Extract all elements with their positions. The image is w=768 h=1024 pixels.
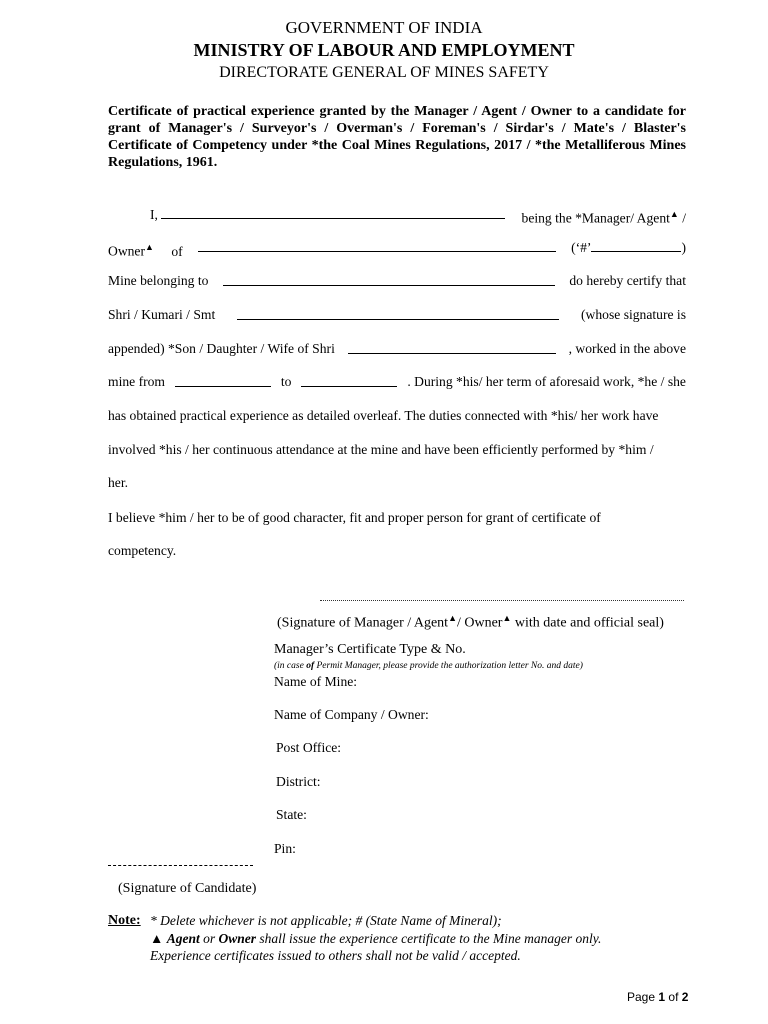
header-government: GOVERNMENT OF INDIA xyxy=(285,18,483,37)
manager-certificate-label: Manager’s Certificate Type & No. xyxy=(274,642,466,657)
manager-signature-caption xyxy=(277,613,664,632)
note-label: Note: xyxy=(108,913,141,928)
to-date-blank xyxy=(301,373,397,387)
sig-part-a: (Signature of Manager / Agent xyxy=(277,615,449,631)
text-certify: do hereby certify that xyxy=(569,273,686,288)
from-date-blank xyxy=(175,373,271,387)
text-owner: Owner xyxy=(108,243,145,259)
candidate-signature-line xyxy=(108,865,253,866)
text-whose-signature: (whose signature is xyxy=(581,307,686,322)
text-worked: , worked in the above xyxy=(568,341,686,356)
field-state: State: xyxy=(276,807,307,822)
text-shri: Shri / Kumari / Smt xyxy=(108,307,216,322)
mineral-blank xyxy=(591,238,681,252)
note-line-3: Experience certificates issued to others shall not be valid / accepted. xyxy=(150,948,521,963)
owner-blank xyxy=(223,272,555,286)
text-slash: / xyxy=(682,210,686,226)
text-mineral-mark: (‘#’ xyxy=(571,240,592,255)
field-district: District: xyxy=(276,774,321,789)
text-line-8: involved *his / her continuous attendance at the mine and have been efficiently performed by *him / xyxy=(108,442,654,457)
text-line-11: competency. xyxy=(108,543,177,558)
triangle-icon: ▲ xyxy=(150,931,164,946)
text-line-10: I believe *him / her to be of good character, fit and proper person for grant of certificate of xyxy=(108,510,601,525)
candidate-signature-caption: (Signature of Candidate) xyxy=(118,881,257,896)
note-owner: Owner xyxy=(218,931,257,946)
manager-signature-line xyxy=(320,600,684,601)
text-i: I, xyxy=(150,207,158,222)
note-part-c: Permit Manager, please provide the authorization letter No. and date) xyxy=(314,661,583,671)
note-rest: shall issue the experience certificate to the Mine manager only. xyxy=(256,931,602,946)
text-to: to xyxy=(280,374,292,389)
body-line-11 xyxy=(108,542,686,560)
note-line-2 xyxy=(150,931,686,947)
text-of: of xyxy=(171,243,183,259)
text-during: . During *his/ her term of aforesaid work, *he / she xyxy=(407,374,686,389)
body-line-8 xyxy=(108,441,686,459)
body-line-1 xyxy=(108,205,686,228)
triangle-icon: ▲ xyxy=(145,242,154,252)
body-line-7 xyxy=(108,407,686,425)
text-line-9: her. xyxy=(108,475,129,490)
note-or: or xyxy=(199,931,219,946)
mine-name-blank xyxy=(198,238,556,252)
text-mine-from: mine from xyxy=(108,374,166,389)
triangle-icon: ▲ xyxy=(502,613,512,623)
body-line-10 xyxy=(108,509,686,527)
candidate-name-blank xyxy=(237,306,559,320)
text-being: being the *Manager/ Agent xyxy=(521,210,670,226)
text-line-7: has obtained practical experience as detailed overleaf. The duties connected with *his/ her work have xyxy=(108,408,659,423)
note-part-b: of xyxy=(306,661,315,671)
pager-of: of xyxy=(668,990,679,1004)
manager-certificate-note xyxy=(274,661,583,671)
field-pin: Pin: xyxy=(274,841,296,856)
body-line-9 xyxy=(108,474,686,492)
name-blank xyxy=(161,205,505,219)
text-mine-belonging: Mine belonging to xyxy=(108,273,209,288)
certificate-intro: Certificate of practical experience granted by the Manager / Agent / Owner to a candidate for grant of Manager's / Surveyor's / Overman's / Foreman's / Sirdar's / Mate's / Blaster's Certificate of Competency under *the Coal Mines Regulations, 2017 / *the Metalliferous Mines Regulations, 1961. xyxy=(108,104,686,170)
pager-current: 1 xyxy=(658,990,666,1004)
note-part-a: (in case xyxy=(274,661,307,671)
text-close-paren: ) xyxy=(681,240,686,255)
body-line-4 xyxy=(108,306,686,324)
pager-total: 2 xyxy=(681,990,689,1004)
triangle-icon: ▲ xyxy=(448,613,457,623)
text-appended: appended) *Son / Daughter / Wife of Shri xyxy=(108,341,335,356)
parent-name-blank xyxy=(348,340,556,354)
header-ministry: MINISTRY OF LABOUR AND EMPLOYMENT xyxy=(193,40,575,60)
field-company: Name of Company / Owner: xyxy=(274,707,429,722)
page-number xyxy=(627,990,688,1004)
note-agent: Agent xyxy=(166,931,200,946)
sig-part-b: / Owner xyxy=(456,615,503,631)
body-line-3 xyxy=(108,272,686,290)
sig-part-c: with date and official seal) xyxy=(511,615,664,631)
field-mine-name: Name of Mine: xyxy=(274,674,358,689)
body-line-5 xyxy=(108,340,686,358)
field-post-office: Post Office: xyxy=(276,740,342,755)
body-line-2 xyxy=(108,238,686,261)
note-line-1: * Delete whichever is not applicable; # (State Name of Mineral); xyxy=(150,913,502,928)
pager-page: Page xyxy=(627,990,656,1004)
header-directorate: DIRECTORATE GENERAL OF MINES SAFETY xyxy=(219,64,549,81)
body-line-6 xyxy=(108,373,686,391)
triangle-icon: ▲ xyxy=(669,209,679,219)
